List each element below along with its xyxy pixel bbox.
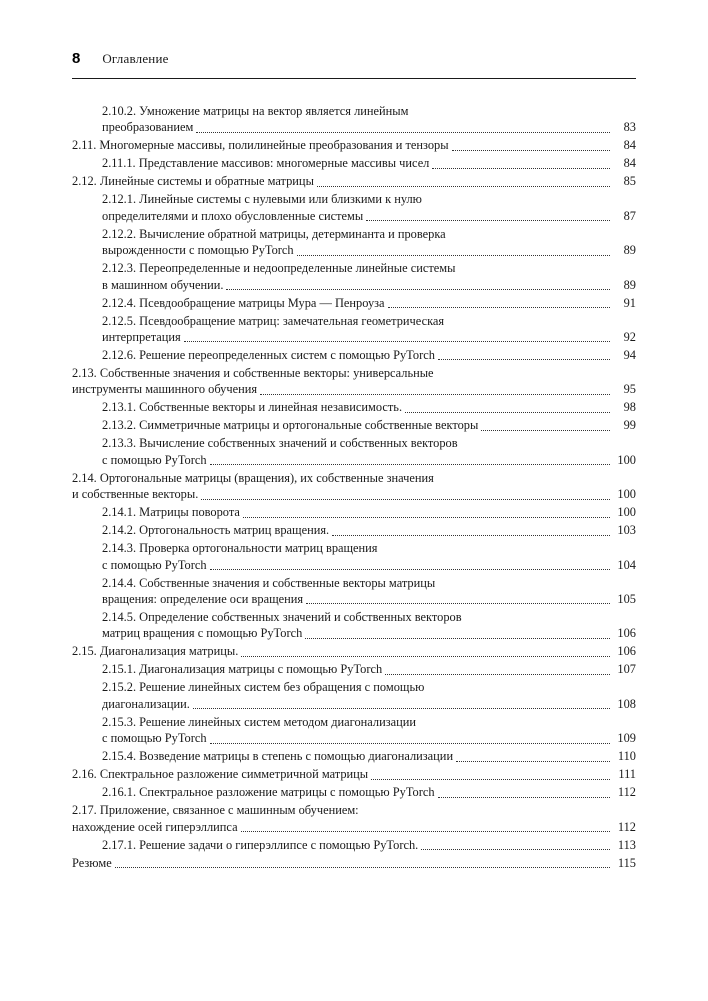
toc-entry-title: 2.14.2. Ортогональность матриц вращения.	[102, 523, 330, 538]
toc-entry[interactable]	[72, 766, 636, 782]
toc-entry-line: 2.13.3. Вычисление собственных значений и собственных векторов	[102, 436, 458, 451]
toc-entry[interactable]	[72, 643, 636, 659]
toc-page-number: 84	[623, 138, 636, 153]
toc-leader-dots	[317, 185, 610, 187]
toc-entry-line: 2.12.3. Переопределенные и недоопределенные линейные системы	[102, 261, 456, 276]
toc-entry[interactable]	[102, 260, 636, 293]
toc-entry-title: 2.12.6. Решение переопределенных систем с помощью PyTorch	[102, 348, 435, 363]
toc-entry[interactable]	[102, 226, 636, 259]
page-number: 8	[72, 50, 81, 67]
toc-entry[interactable]	[72, 173, 636, 189]
toc-entry[interactable]	[102, 435, 636, 468]
toc-leader-dots	[260, 393, 610, 395]
toc-entry[interactable]	[102, 417, 636, 433]
toc-entry-title: 2.13.1. Собственные векторы и линейная независимость.	[102, 400, 403, 415]
toc-leader-dots	[452, 149, 610, 151]
toc-page-number: 106	[617, 626, 636, 641]
toc-entry[interactable]	[72, 802, 636, 835]
toc-page-number: 92	[623, 330, 636, 345]
toc-leader-dots	[226, 288, 610, 290]
toc-page-number: 112	[617, 819, 636, 834]
toc-leader-dots	[193, 707, 610, 709]
toc-entry-title: 2.15. Диагонализация матрицы.	[72, 644, 239, 659]
toc-entry-title: 2.12.4. Псевдообращение матрицы Мура — Пенроуза	[102, 295, 385, 310]
toc-page-number: 89	[623, 277, 636, 292]
toc-leader-dots	[438, 796, 610, 798]
toc-entry[interactable]	[102, 522, 636, 538]
toc-entry[interactable]	[102, 837, 636, 853]
toc-entry-title: вращения: определение оси вращения	[102, 592, 304, 607]
toc-page-number: 84	[623, 156, 636, 171]
toc-page-number: 104	[617, 557, 636, 572]
toc-page-number: 111	[618, 767, 636, 782]
toc-entry[interactable]	[102, 609, 636, 642]
toc-page-number: 113	[617, 837, 636, 852]
toc-entry[interactable]	[102, 575, 636, 608]
toc-page-number: 115	[617, 855, 636, 870]
toc-leader-dots	[371, 778, 610, 780]
toc-leader-dots	[405, 411, 610, 413]
toc-leader-dots	[432, 167, 610, 169]
toc-entry[interactable]	[102, 347, 636, 363]
toc-entry-title: вырожденности с помощью PyTorch	[102, 243, 294, 258]
toc-leader-dots	[115, 866, 610, 868]
toc-entry-line: 2.15.2. Решение линейных систем без обращения с помощью	[102, 680, 425, 695]
toc-leader-dots	[184, 340, 610, 342]
toc-entry-title: 2.12. Линейные системы и обратные матрицы	[72, 174, 314, 189]
toc-entry-title: интерпретация	[102, 330, 181, 345]
toc-leader-dots	[201, 498, 610, 500]
header-divider	[72, 78, 636, 79]
toc-entry-title: 2.15.4. Возведение матрицы в степень с помощью диагонализации	[102, 749, 454, 764]
toc-leader-dots	[210, 568, 610, 570]
toc-leader-dots	[196, 131, 610, 133]
toc-page-number: 95	[623, 382, 636, 397]
toc-entry-title: в машинном обучении.	[102, 277, 224, 292]
toc-entry[interactable]	[102, 714, 636, 747]
toc-leader-dots	[388, 306, 610, 308]
toc-leader-dots	[421, 848, 610, 850]
toc-entry-title: матриц вращения с помощью PyTorch	[102, 626, 303, 641]
toc-entry-title: 2.17.1. Решение задачи о гиперэллипсе с помощью PyTorch.	[102, 837, 419, 852]
toc-page-number: 100	[617, 452, 636, 467]
toc-entry-line: 2.14.4. Собственные значения и собственные векторы матрицы	[102, 575, 436, 590]
toc-page-number: 85	[623, 174, 636, 189]
toc-entry-title: 2.16.1. Спектральное разложение матрицы с помощью PyTorch	[102, 785, 435, 800]
toc-entry[interactable]	[102, 540, 636, 573]
toc-entry-title: и собственные векторы.	[72, 487, 199, 502]
toc-leader-dots	[210, 742, 610, 744]
toc-entry[interactable]	[102, 679, 636, 712]
toc-entry[interactable]	[102, 784, 636, 800]
toc-page-number: 91	[623, 295, 636, 310]
toc-entry-line: 2.10.2. Умножение матрицы на вектор является линейным	[102, 104, 409, 118]
toc-entry-title: преобразованием	[102, 120, 194, 135]
toc-leader-dots	[210, 463, 610, 465]
toc-page-number: 106	[617, 644, 636, 659]
toc-entry-line: 2.12.5. Псевдообращение матриц: замечательная геометрическая	[102, 313, 445, 328]
toc-entry-line: 2.12.1. Линейные системы с нулевыми или близкими к нулю	[102, 192, 422, 207]
toc-page-number: 99	[623, 418, 636, 433]
toc-entry[interactable]	[72, 365, 636, 398]
page-header	[72, 50, 636, 67]
toc-entry-title: 2.15.1. Диагонализация матрицы с помощью PyTorch	[102, 662, 383, 677]
toc-page-number: 108	[617, 696, 636, 711]
toc-entry-line: 2.14.5. Определение собственных значений и собственных векторов	[102, 610, 462, 625]
toc-leader-dots	[241, 655, 610, 657]
toc-entry-title: Резюме	[72, 855, 112, 870]
toc-entry[interactable]	[72, 470, 636, 503]
toc-page-number: 112	[617, 785, 636, 800]
toc-page-number: 87	[623, 208, 636, 223]
toc-entry[interactable]	[102, 399, 636, 415]
table-of-contents	[72, 103, 636, 873]
toc-entry-title: с помощью PyTorch	[102, 452, 207, 467]
toc-entry[interactable]	[102, 313, 636, 346]
toc-entry-line: 2.17. Приложение, связанное с машинным обучением:	[72, 803, 359, 818]
toc-entry-title: диагонализации.	[102, 696, 190, 711]
toc-page-number: 89	[623, 243, 636, 258]
toc-leader-dots	[438, 358, 610, 360]
toc-leader-dots	[243, 516, 610, 518]
toc-entry-title: 2.11.1. Представление массивов: многомерные массивы чисел	[102, 156, 430, 171]
toc-leader-dots	[297, 254, 610, 256]
toc-page-number: 100	[617, 505, 636, 520]
toc-entry[interactable]	[72, 855, 636, 871]
toc-page-number: 83	[623, 120, 636, 135]
toc-leader-dots	[306, 602, 610, 604]
toc-leader-dots	[481, 429, 610, 431]
toc-leader-dots	[305, 637, 610, 639]
toc-entry-title: с помощью PyTorch	[102, 731, 207, 746]
toc-entry-title: 2.14.1. Матрицы поворота	[102, 505, 240, 520]
toc-entry[interactable]	[102, 504, 636, 520]
toc-entry[interactable]	[102, 103, 636, 136]
toc-entry-title: нахождение осей гиперэллипса	[72, 819, 238, 834]
page-title: Оглавление	[102, 51, 169, 66]
toc-page-number: 94	[623, 348, 636, 363]
toc-leader-dots	[366, 219, 610, 221]
toc-entry[interactable]	[102, 748, 636, 764]
toc-leader-dots	[385, 673, 610, 675]
toc-entry-title: 2.11. Многомерные массивы, полилинейные преобразования и тензоры	[72, 138, 449, 153]
toc-page-number: 98	[623, 400, 636, 415]
toc-entry-title: определителями и плохо обусловленные системы	[102, 208, 364, 223]
toc-entry-title: 2.13.2. Симметричные матрицы и ортогональные собственные векторы	[102, 418, 479, 433]
toc-entry[interactable]	[102, 661, 636, 677]
toc-page-number: 110	[617, 749, 636, 764]
toc-entry-title: с помощью PyTorch	[102, 557, 207, 572]
toc-entry-title: инструменты машинного обучения	[72, 382, 258, 397]
toc-page-number: 107	[617, 662, 636, 677]
toc-leader-dots	[456, 760, 610, 762]
toc-entry[interactable]	[102, 295, 636, 311]
toc-page-number: 103	[617, 523, 636, 538]
toc-entry[interactable]	[72, 137, 636, 153]
toc-entry-title: 2.16. Спектральное разложение симметричной матрицы	[72, 767, 369, 782]
toc-page-number: 100	[617, 487, 636, 502]
toc-entry[interactable]	[102, 191, 636, 224]
toc-entry-line: 2.13. Собственные значения и собственные векторы: универсальные	[72, 366, 434, 381]
toc-leader-dots	[241, 830, 610, 832]
toc-entry-line: 2.15.3. Решение линейных систем методом диагонализации	[102, 714, 416, 729]
toc-entry-line: 2.12.2. Вычисление обратной матрицы, детерминанта и проверка	[102, 226, 446, 241]
toc-leader-dots	[332, 534, 610, 536]
toc-entry-line: 2.14.3. Проверка ортогональности матриц вращения	[102, 541, 378, 556]
toc-entry[interactable]	[102, 155, 636, 171]
toc-entry-line: 2.14. Ортогональные матрицы (вращения), их собственные значения	[72, 470, 434, 485]
toc-page-number: 105	[617, 592, 636, 607]
toc-page-number: 109	[617, 731, 636, 746]
